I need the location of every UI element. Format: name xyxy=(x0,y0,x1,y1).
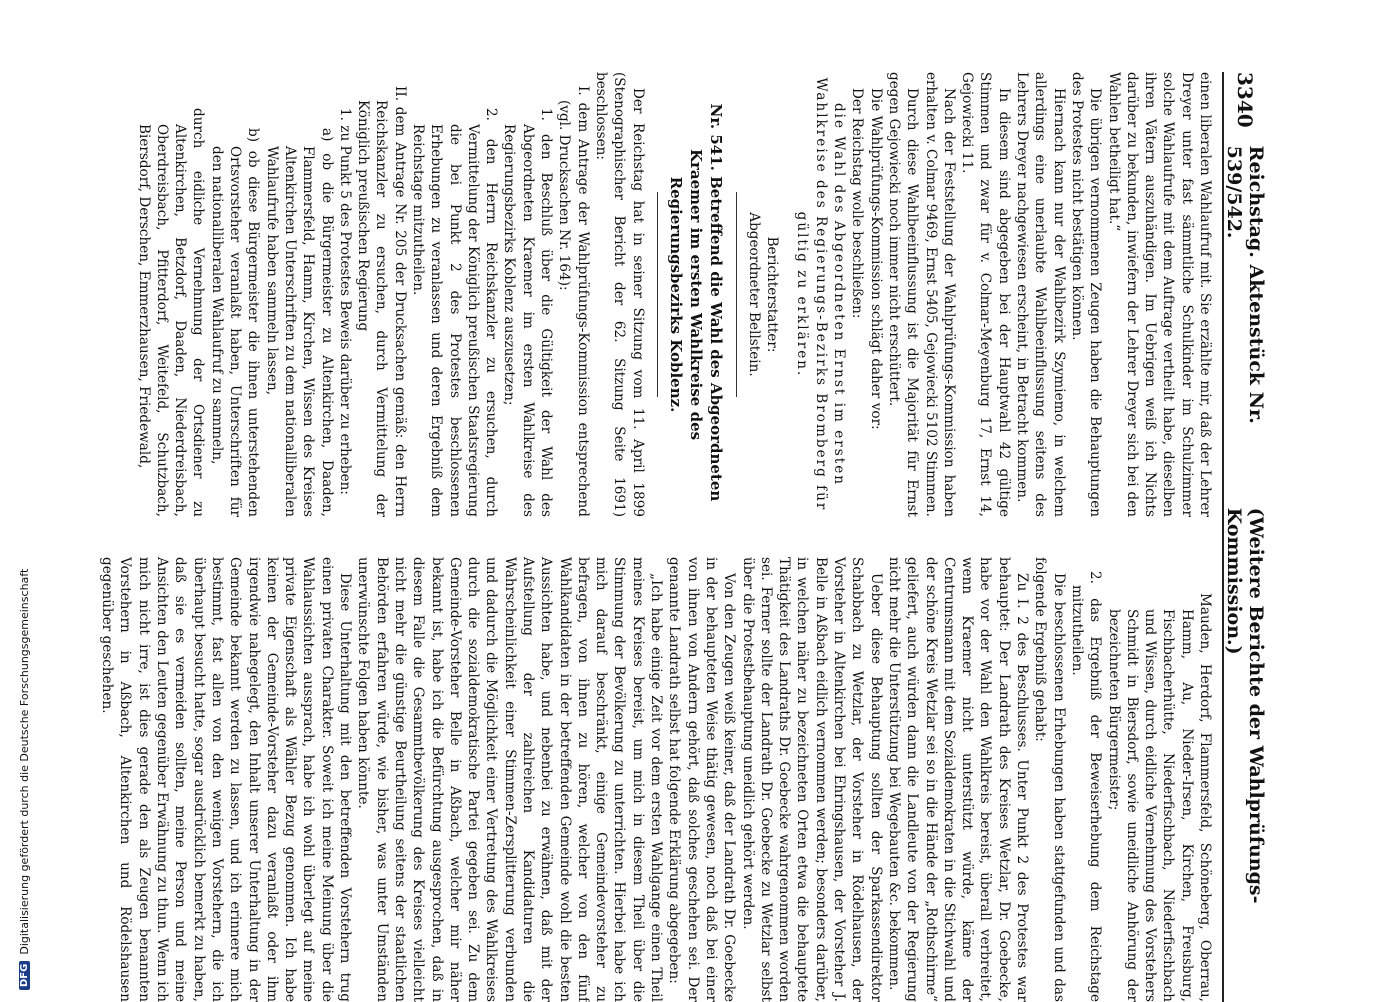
funding-note-text: Digitalisierung gefördert durch die Deutsche Forschungsgemeinschaft xyxy=(18,568,31,955)
paragraph: Ueber diese Behauptung sollten der Sparkassendirektor Schabbach zu Wetzlar, der Vorsteher in Rödelhausen, der Vorsteher in Altenkirchen bei Ehringshausen, der Vorsteher J. Belle in Aßbach eidlich vernommen werden; besonders darüber, in welchen näher zu bezeichneten Orten etwa die behauptete Thätigkeit des Landraths Dr. Goebecke wahrgenommen worden sei. Ferner sollte der Landrath Dr. Goebecke zu Wetzlar selbst über die Protestbehauptung uneidlich gehört werden. xyxy=(739,557,884,1002)
list-item: 1. zu Punkt 5 des Protestes Beweis darüber zu erheben: xyxy=(336,108,353,495)
section-title: Betreffend die Wahl des Abgeordneten Kraemer im ersten Wahlkreise des Regierungsbezirks Koblenz. xyxy=(666,148,725,502)
left-column xyxy=(134,72,1214,517)
paragraph: Der Reichstag wolle beschließen: xyxy=(849,88,866,319)
paragraph: Die beschlossenen Erhebungen haben stattgefunden und das folgende Ergebniß gehabt: xyxy=(1032,557,1067,1002)
page-header xyxy=(1222,72,1266,1002)
list-item: I. dem Antrage der Wahlprüfungs-Kommission entsprechend (vgl. Drucksachen Nr. 164): xyxy=(556,86,591,517)
paragraph: Von den Zeugen weiß keiner, daß der Landrath Dr. Goebecke in der behaupteten Weise thätig gewesen, noch daß bei einer von ihnen von Andern gehört, daß solches geschehen sei. Der genannte Landrath selbst hat folgende Erklärung abgegeben: xyxy=(666,557,738,1002)
berichterstatter-label: Berichterstatter: xyxy=(764,236,781,353)
paragraph: Zu I. 2 des Beschlusses. Unter Punkt 2 des Protestes war behauptet: Der Landrath des Kreises Wetzlar, Dr. Goebecke, habe vor der Wahl den Wahlkreis bereist, überall verbreitet, wenn Kraemer nicht unterstützt würde, käme der Centrumsmann mit dem Sozialdemokraten in die Stichwahl und der schöne Kreis Wetzlar sei so in die Hände der „Rothschirme“ geliefert, auch würden dann die Landleute von der Regierung nicht mehr die Unterstützung bei Wegebauten &c. bekommen. xyxy=(885,557,1031,1002)
paragraph: durch eidliche Vernehmung der Ortsdiener zu Altenkirchen, Betzdorf, Daaden, Niederdreisbach, Oberdreisbach, Pfitterdorf, Weitefeld, Schutzbach, Biersdorf, Derschen, Emmerzhausen, Friedewald, xyxy=(135,108,207,517)
paragraph: Nach der Feststellung der Wahlprüfungs-Kommission haben erhalten v. Colmar 9469, Ernst 5405, Gejowiecki 5102 Stimmen. xyxy=(922,72,957,517)
section-divider xyxy=(657,192,658,397)
right-column xyxy=(98,557,1214,1002)
paragraph: Die Wahlprüfungs-Kommission schlägt daher vor: xyxy=(867,88,884,430)
header-title: Reichstag. Aktenstück Nr. 539/542. xyxy=(1223,145,1267,424)
page-number: 3340 xyxy=(1233,72,1257,128)
list-item: 2. den Herrn Reichskanzler zu ersuchen, durch Vermittelung der Königlich preußischen Staatsregierung die bei Punkt 2 des Protestes beschlossenen Erhebungen zu veranlassen und deren Ergebniß dem Reichstage mitzutheilen. xyxy=(410,108,500,517)
funding-note xyxy=(18,569,31,990)
section-divider xyxy=(736,192,737,397)
paragraph: In diesem sind abgegeben bei der Hauptwahl 42 gültige Stimmen und zwar für v. Colmar-Meyenburg 17, Ernst 14, Gejowiecki 11. xyxy=(959,72,1012,517)
paragraph: einen liberalen Wahlaufruf mit. Sie erzählte mir, daß der Lehrer Dreyer unter fast sämmtliche Schulkinder im Schulzimmer solche Wahlaufrufe mit dem Auftrage vertheilt habe, dieselben ihren Vätern auszuhändigen. Im Uebrigen weiß ich Nichts darüber zu bekunden, inwiefern der Lehrer Dreyer sich bei den Wahlen betheiligt hat.“ xyxy=(1105,72,1213,517)
section-number: Nr. 541. xyxy=(706,103,725,171)
paragraph: Die übrigen vernommenen Zeugen haben die Behauptungen des Protestes nicht bestätigen können. xyxy=(1068,72,1104,517)
rotated-document-page xyxy=(36,72,1266,1002)
section-heading xyxy=(666,72,726,517)
list-item: a) ob die Bürgermeister zu Altenkirchen, Daaden, Flammersfeld, Hamm, Kirchen, Wissen des Kreises Altenkirchen Unterschriften zu dem nationalliberalen Wahlaufrufe haben sammeln lassen, xyxy=(263,128,335,517)
list-item: b) ob diese Bürgermeister die ihnen unterstehenden Ortsvorsteher veranlaßt haben, Unterschriften für den nationalliberalen Wahlaufruf zu sammeln, xyxy=(208,128,262,517)
berichterstatter-name: Abgeordneter Bellstein. xyxy=(745,212,762,377)
list-item: 1. den Beschluß über die Gültigkeit der Wahl des Abgeordneten Kraemer im ersten Wahlkreise des Regierungsbezirks Koblenz auszusetzen; xyxy=(501,108,555,517)
paragraph: Der Reichstag hat in seiner Sitzung vom 11. April 1899 (Stenographischer Bericht der 62. Sitzung Seite 1691) beschlossen: xyxy=(592,72,646,517)
dfg-logo: DFG xyxy=(19,961,30,990)
list-item: II. dem Antrage Nr. 205 der Drucksachen gemäß: den Herrn Reichskanzler zu ersuchen, durch Vermittelung der Königlich preußischen Regierung xyxy=(355,86,408,517)
header-subtitle: (Weitere Berichte der Wahlprüfungs-Kommission.) xyxy=(1223,507,1267,904)
paragraph: Mauden, Herdorf, Flammersfeld, Schöneberg, Oberrau, Hamm, Au, Nieder-Irsen, Kirchen, Freusburg, Fischbacherhütte, Niederfischbach, Niederfischbach und Wissen, durch eidliche Vernehmung des Vorstehers Schmidt in Biersdorf, sowie uneidliche Anhörung der bezeichneten Bürgermeister; xyxy=(1105,593,1213,1002)
paragraph: „Ich habe einige Zeit vor dem ersten Wahlgange einen Theil meines Kreises bereist, um mich in diesem Theil über die Stimmung der Bevölkerung zu unterrichten. Hierbei habe ich mich darauf beschränkt, einige Gemeindevorsteher zu befragen, von ihnen zu hören, welcher von den fünf Wahlkandidaten in der betreffenden Gemeinde wohl die besten Aussichten habe, und nebenbei zu erwähnen, daß mit der Aufstellung der zahlreichen Kandidaturen die Wahrscheinlichkeit einer Stimmen-Zersplitterung verbunden und dadurch die Möglichkeit einer Vertretung des Wahlkreises durch die sozialdemokratische Partei gegeben sei. Zu dem Gemeinde-Vorsteher Belle in Aßbach, welcher mir näher bekannt ist, habe ich die Befürchtung ausgesprochen, daß in diesem Falle die Gesammtbevölkerung des Kreises vielleicht nicht mehr die günstige Beurtheilung seitens der staatlichen Behörden erfahren würde, wie bisher, was unter Umständen unerwünschte Folgen haben könnte. xyxy=(355,557,665,1002)
paragraph: Durch diese Wahlbeeinflussung ist die Majorität für Ernst gegen Gejowiecki noch immer nicht erschüttert. xyxy=(885,72,921,517)
list-item: 2. das Ergebniß der Beweiserhebung dem Reichstage mitzutheilen. xyxy=(1068,571,1104,1002)
paragraph: Diese Unterhaltung mit den betreffenden Vorstehern trug einen privaten Charakter. Soweit ich meine Meinung über die Wahlaussichten aussprach, habe ich wohl überlegt auf meine private Eigenschaft als Wähler Bezug genommen. Ich habe keinen der Gemeinde-Vorsteher dazu veranlaßt oder ihm irgendwie nahegelegt, den Inhalt unserer Unterhaltung in der Gemeinde bekannt werden zu lassen, und ich erinnere mich bestimmt, fast allen von den wenigen Vorstehern, die ich überhaupt besucht hatte, sogar ausdrücklich bemerkt zu haben, daß sie es vermeiden sollten, meine Person und meine Ansichten den Leuten gegenüber Erwähnung zu thun. Wenn ich mich nicht irre, ist dies gerade den als Zeugen benannten Vorstehern in Aßbach, Altenkirchen und Rödelshausen gegenüber geschehen. xyxy=(99,557,354,1002)
resolution-text: die Wahl des Abgeordneten Ernst im ersten Wahlkreise des Regierungs-Bezirks Bromberg für gültig zu erklären. xyxy=(794,77,848,512)
paragraph: Hiernach kann nur der Wahlbezirk Szymiemo, in welchem allerdings eine unerlaubte Wahlbeeinflussung seitens des Lehrers Dreyer nachgewiesen erscheint, in Betracht kommen. xyxy=(1014,72,1067,517)
